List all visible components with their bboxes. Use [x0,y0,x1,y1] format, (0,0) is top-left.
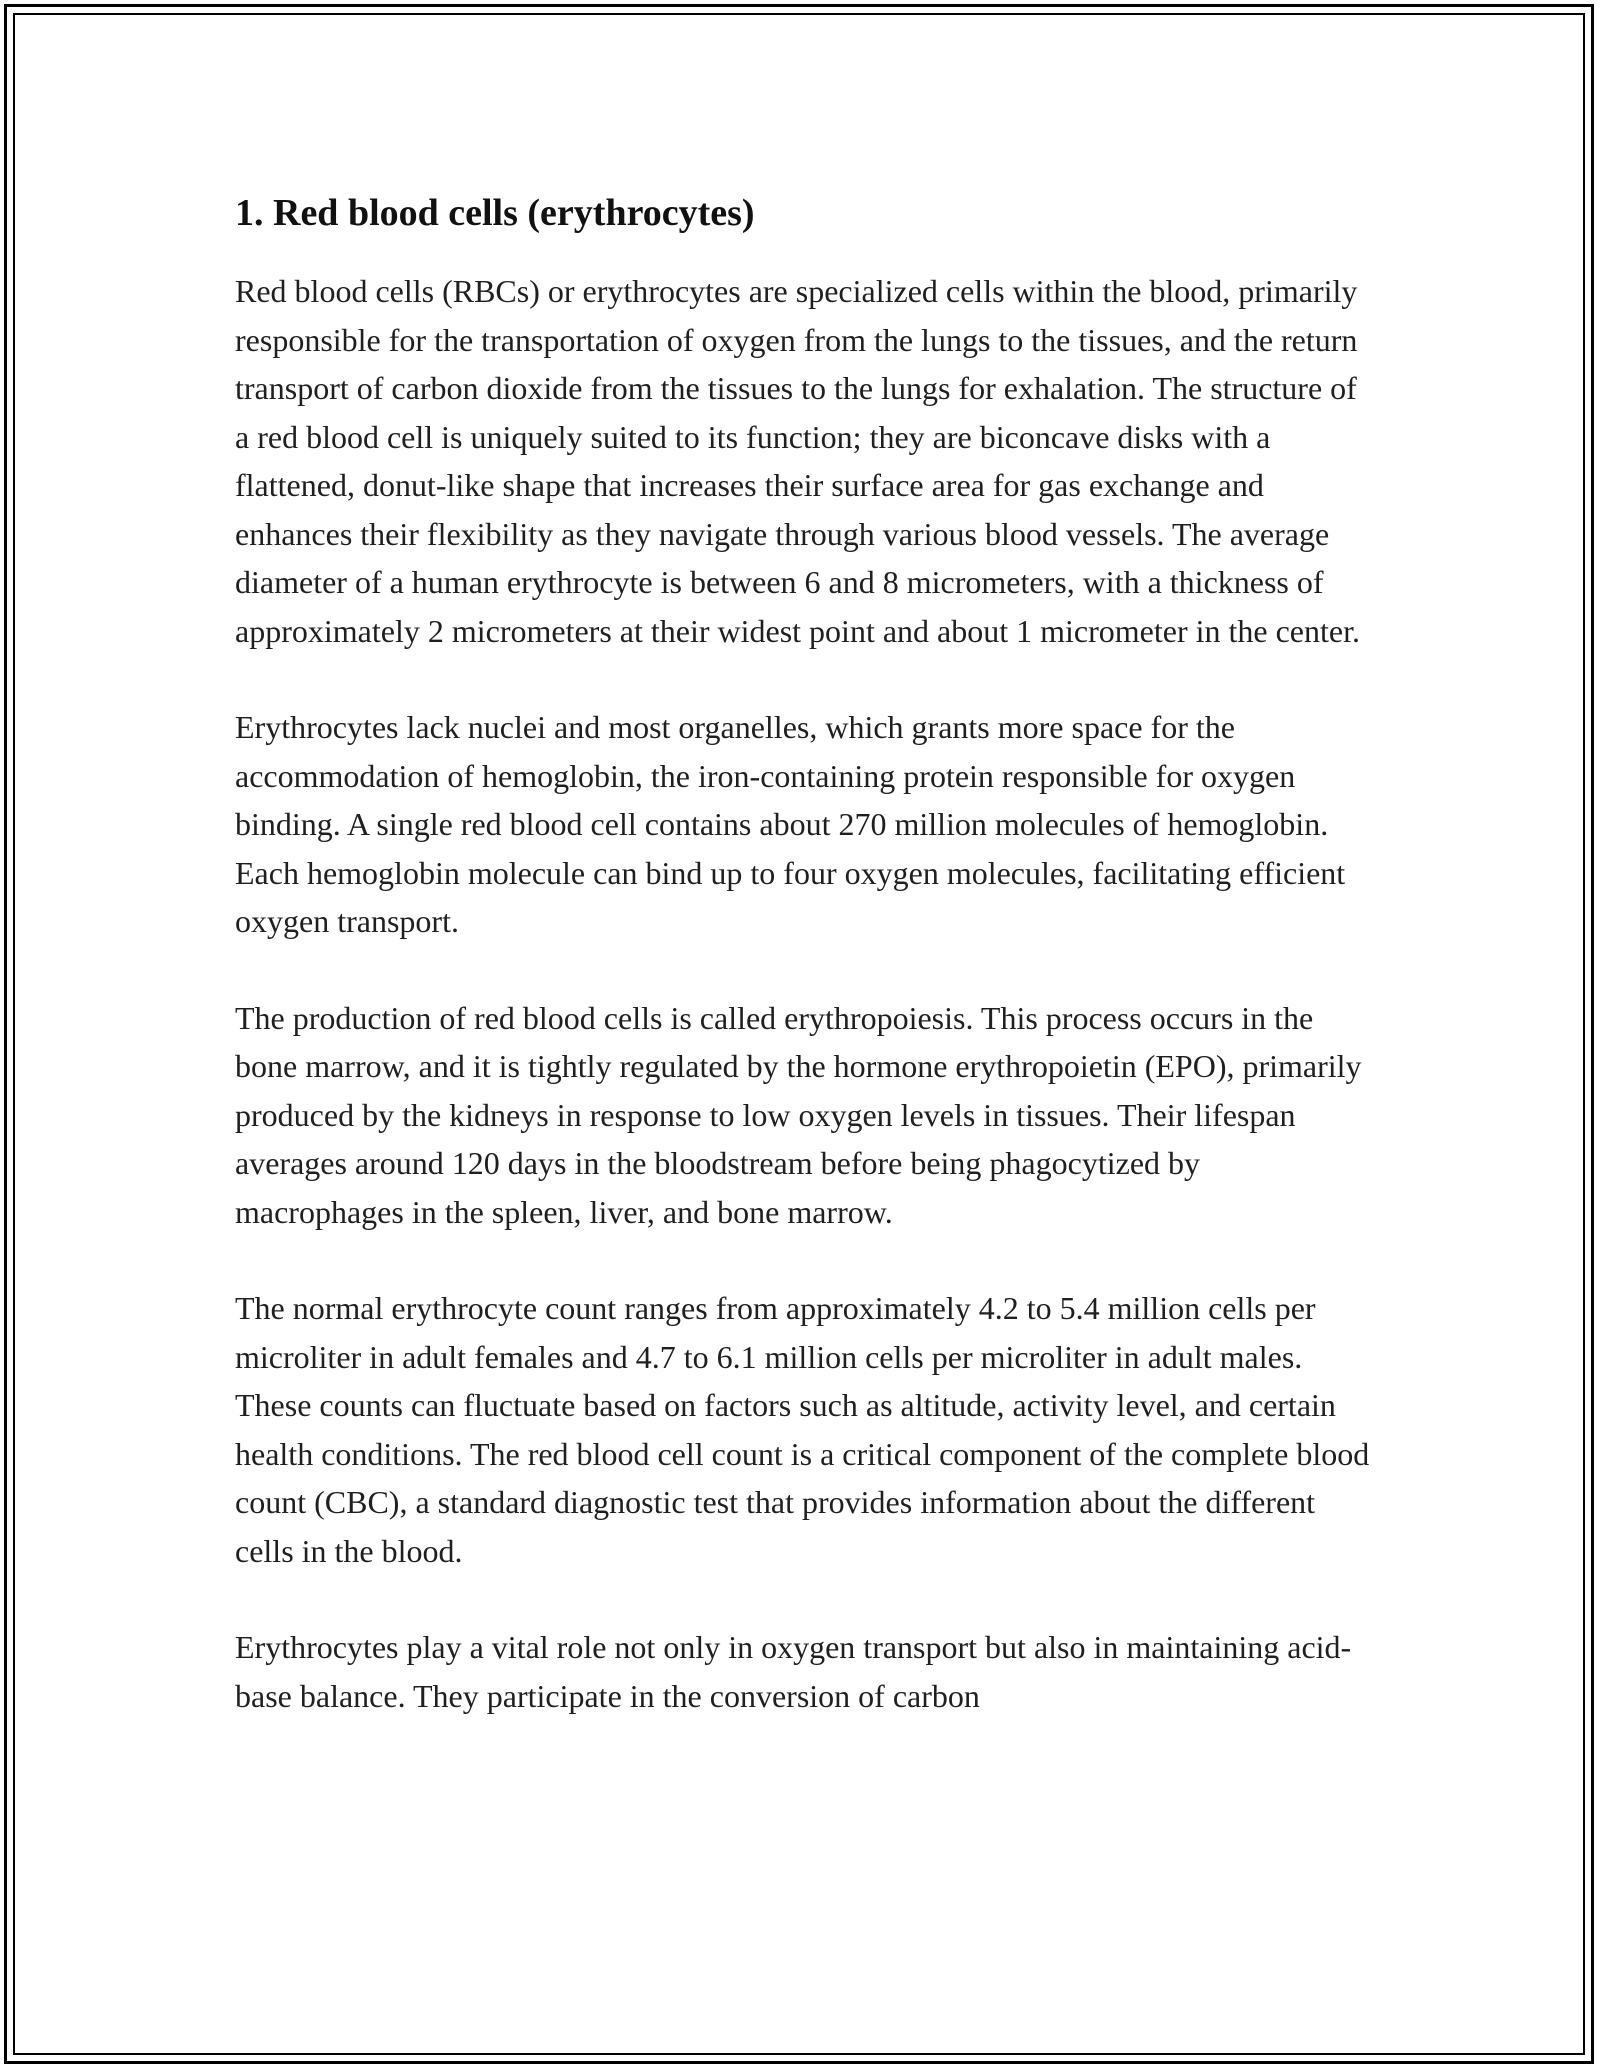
paragraph-4: The normal erythrocyte count ranges from approximately 4.2 to 5.4 million cells per microliter in adult females and 4.7 to 6.1 million cells per microliter in adult males. These counts can fluctuate based on factors such as altitude, activity level, and certain health conditions. The red blood cell count is a critical component of the complete blood count (CBC), a standard diagnostic test that provides information about the different cells in the blood. [235,1290,1370,1569]
paragraph-3: The production of red blood cells is called erythropoiesis. This process occurs in the bone marrow, and it is tightly regulated by the hormone erythropoietin (EPO), primarily produced by the kidneys in response to low oxygen levels in tissues. Their lifespan averages around 120 days in the bloodstream before being phagocytized by macrophages in the spleen, liver, and bone marrow. [235,999,1362,1230]
paragraph-5: Erythrocytes play a vital role not only in oxygen transport but also in maintaining acid-base balance. They participate in the conversion of carbon [235,1629,1352,1714]
paragraph-1: Red blood cells (RBCs) or erythrocytes are specialized cells within the blood, primarily responsible for the transportation of oxygen from the lungs to the tissues, and the return transport of carbon dioxide from the tissues to the lungs for exhalation. The structure of a red blood cell is uniquely suited to its function; they are biconcave disks with a flattened, donut-like shape that increases their surface area for gas exchange and enhances their flexibility as they navigate through various blood vessels. The average diameter of a human erythrocyte is between 6 and 8 micrometers, with a thickness of approximately 2 micrometers at their widest point and about 1 micrometer in the center. [235,273,1360,649]
section-heading: 1. Red blood cells (erythrocytes) [235,192,755,234]
paragraph-2: Erythrocytes lack nuclei and most organelles, which grants more space for the accommodation of hemoglobin, the iron-containing protein responsible for oxygen binding. A single red blood cell contains about 270 million molecules of hemoglobin. Each hemoglobin molecule can bind up to four oxygen molecules, facilitating efficient oxygen transport. [235,709,1346,939]
document-body [235,185,1375,1768]
